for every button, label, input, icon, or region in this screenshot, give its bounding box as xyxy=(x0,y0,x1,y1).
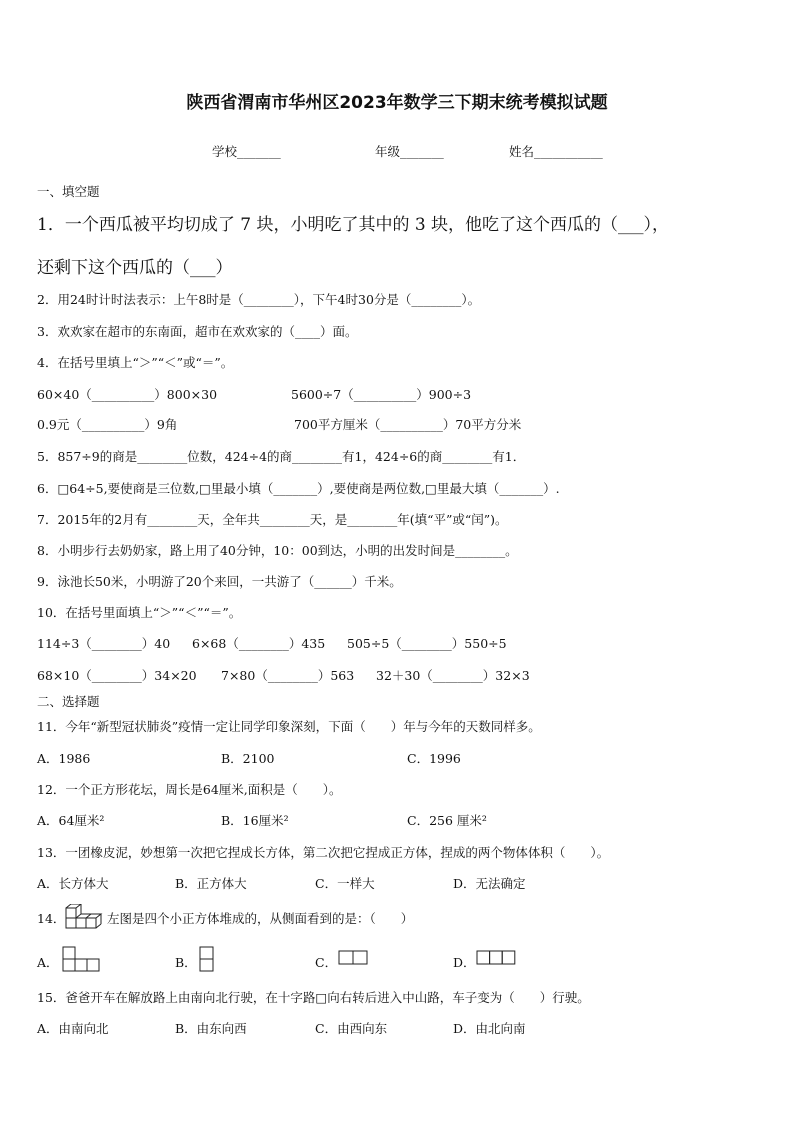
question-11: 11．今年“新型冠状肺炎”疫情一定让同学印象深刻，下面（ ）年与今年的天数同样多。 xyxy=(37,719,541,734)
question-9: 9．泳池长50米，小明游了20个来回，一共游了（______）千米。 xyxy=(37,574,402,589)
name-field: 姓名___________ xyxy=(509,144,603,159)
question-10-item: 114÷3（________）40 xyxy=(37,636,171,651)
question-13-option-b: B．正方体大 xyxy=(175,876,247,891)
question-1-line-1: 1．一个西瓜被平均切成了 7 块，小明吃了其中的 3 块，他吃了这个西瓜的（___）， xyxy=(37,215,670,235)
question-13: 13．一团橡皮泥，妙想第一次把它捏成长方体，第二次把它捏成正方体，捏成的两个物体体积（ ）。 xyxy=(37,845,610,860)
question-6: 6．□64÷5,要使商是三位数,□里最小填（_______）,要使商是两位数,□里最大填（_______）. xyxy=(37,481,560,496)
question-7: 7．2015年的2月有________天，全年共________天，是________年(填“平”或“闰”)。 xyxy=(37,512,508,527)
question-13-option-c: C．一样大 xyxy=(315,876,375,891)
question-15-option-a: A．由南向北 xyxy=(37,1021,109,1036)
cube-stack-figure-icon xyxy=(64,904,108,930)
question-12: 12．一个正方形花坛，周长是64厘米,面积是（ ）。 xyxy=(37,782,342,797)
question-13-option-a: A．长方体大 xyxy=(37,876,109,891)
question-4-item: 5600÷7（__________）900÷3 xyxy=(291,387,472,402)
question-14-option-c: C． xyxy=(315,955,338,970)
question-4: 4．在括号里填上“＞”“＜”或“＝”。 xyxy=(37,355,234,370)
question-12-option-a: A．64厘米² xyxy=(37,813,105,828)
question-15: 15．爸爸开车在解放路上由南向北行驶，在十字路□向右转后进入中山路，车子变为（ ）行驶。 xyxy=(37,990,590,1005)
page-title: 陕西省渭南市华州区2023年数学三下期末统考模拟试题 xyxy=(186,93,608,113)
question-14-number: 14． xyxy=(37,911,66,926)
question-15-option-b: B．由东向西 xyxy=(175,1021,247,1036)
question-11-option-a: A．1986 xyxy=(37,751,91,766)
question-12-option-b: B．16厘米² xyxy=(221,813,289,828)
question-15-option-c: C．由西向东 xyxy=(315,1021,388,1036)
question-1-line-2: 还剩下这个西瓜的（___） xyxy=(37,258,233,278)
question-11-option-b: B．2100 xyxy=(221,751,275,766)
question-4-item: 700平方厘米（__________）70平方分米 xyxy=(294,417,522,432)
view-option-d-icon xyxy=(476,950,516,966)
question-10-item: 6×68（________）435 xyxy=(192,636,326,651)
question-11-option-c: C．1996 xyxy=(407,751,461,766)
question-3: 3．欢欢家在超市的东南面，超市在欢欢家的（____）面。 xyxy=(37,324,358,339)
question-14-option-b: B． xyxy=(175,955,197,970)
question-10-item: 505÷5（________）550÷5 xyxy=(347,636,507,651)
question-4-item: 0.9元（__________）9角 xyxy=(37,417,178,432)
question-10-item: 68×10（________）34×20 xyxy=(37,668,197,683)
question-4-item: 60×40（__________）800×30 xyxy=(37,387,218,402)
section-fill-blank: 一、填空题 xyxy=(37,184,100,199)
question-10-item: 7×80（________）563 xyxy=(221,668,355,683)
grade-field: 年级_______ xyxy=(375,144,444,159)
question-14-stem: 左图是四个小正方体堆成的，从侧面看到的是：（ ） xyxy=(107,911,414,926)
question-14-option-d: D． xyxy=(453,955,476,970)
question-10: 10．在括号里面填上“＞”“＜”“＝”。 xyxy=(37,605,242,620)
question-10-item: 32＋30（________）32×3 xyxy=(376,668,530,683)
question-5: 5．857÷9的商是________位数，424÷4的商________有1，424÷6的商________有1． xyxy=(37,449,526,464)
school-field: 学校_______ xyxy=(212,144,281,159)
view-option-a-icon xyxy=(62,946,100,973)
question-2: 2．用24时计时法表示：上午8时是（________），下午4时30分是（________）。 xyxy=(37,292,481,307)
question-15-option-d: D．由北向南 xyxy=(453,1021,526,1036)
question-8: 8．小明步行去奶奶家，路上用了40分钟，10：00到达，小明的出发时间是________。 xyxy=(37,543,518,558)
view-option-c-icon xyxy=(338,950,368,966)
question-13-option-d: D．无法确定 xyxy=(453,876,526,891)
question-14-option-a: A． xyxy=(37,955,59,970)
question-12-option-c: C．256 厘米² xyxy=(407,813,487,828)
section-multiple-choice: 二、选择题 xyxy=(37,694,100,709)
view-option-b-icon xyxy=(199,946,215,973)
